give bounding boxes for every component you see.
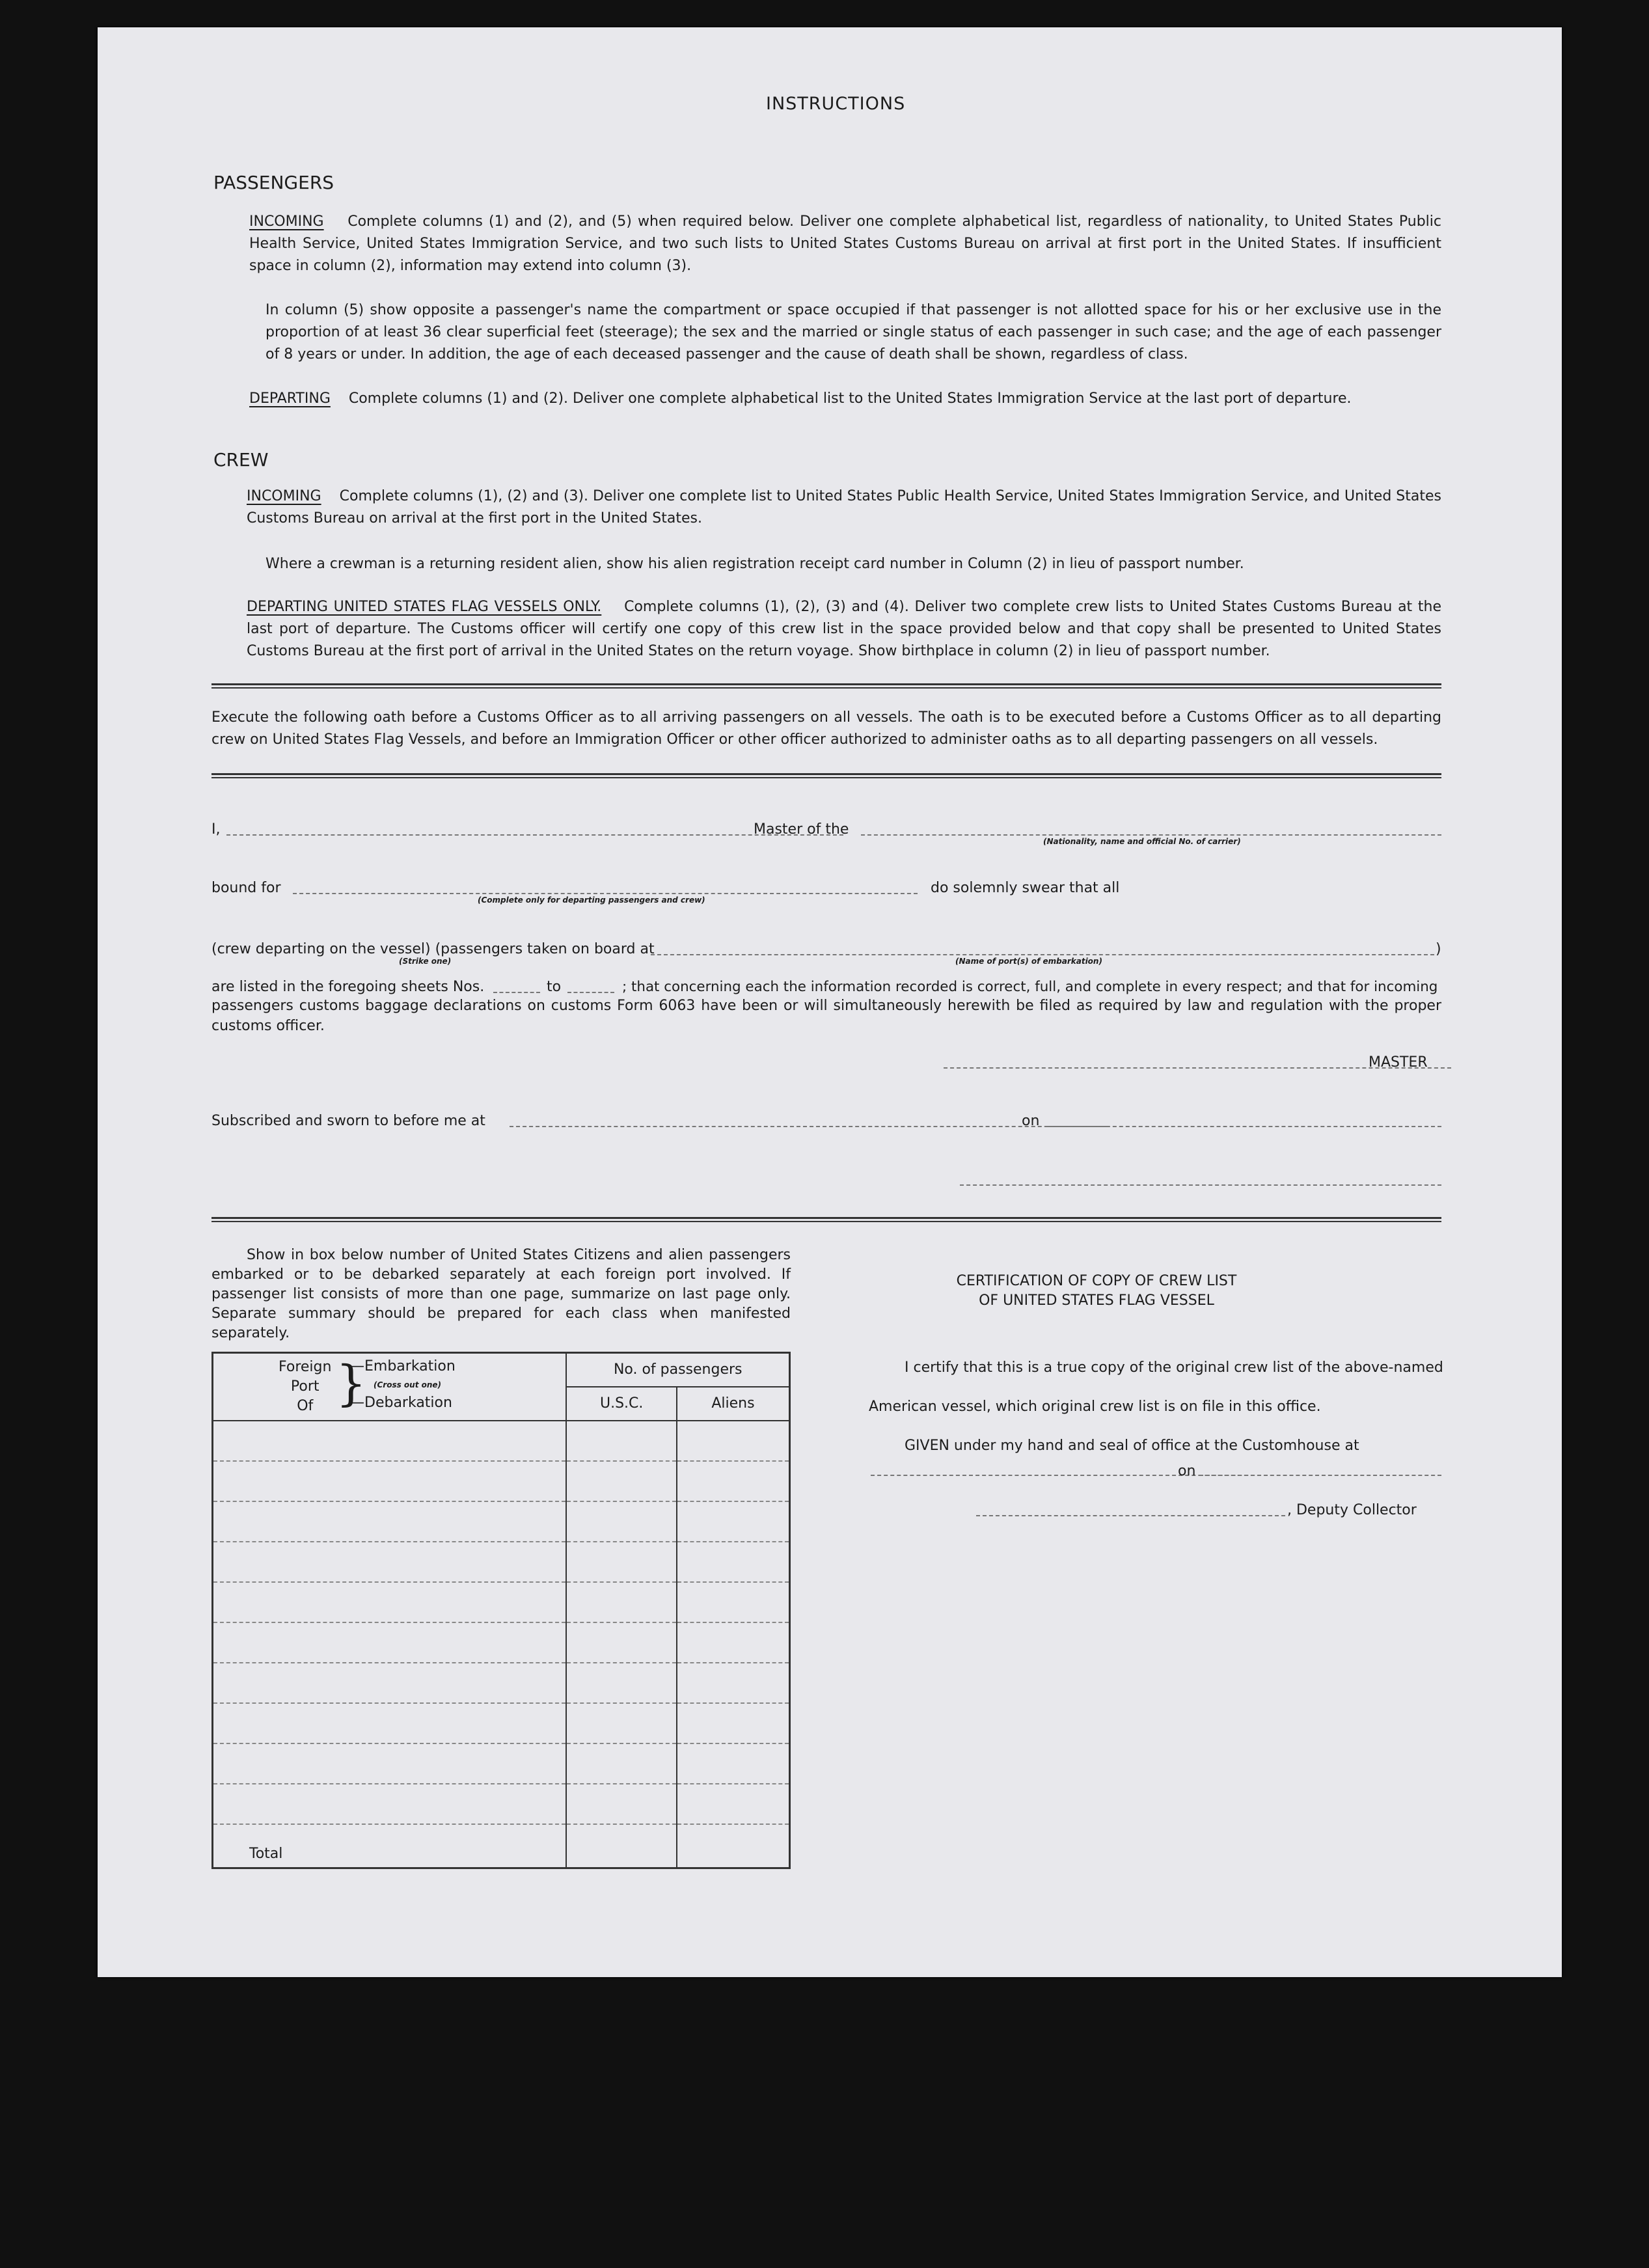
total-row[interactable]: [213, 1824, 790, 1868]
swear-label: do solemnly swear that all: [931, 880, 1120, 896]
oath-i-label: I,: [211, 821, 221, 838]
table-row[interactable]: [213, 1461, 790, 1501]
passengers-heading: PASSENGERS: [213, 172, 334, 193]
master-name-field[interactable]: [226, 834, 843, 836]
passengers-departing-text: Complete columns (1) and (2). Deliver one complete alphabetical list to the United States Immigration Service at the last port of departure.: [348, 390, 1352, 407]
divider: [211, 683, 1441, 689]
bound-note: (Complete only for departing passengers and crew): [478, 895, 705, 905]
certification-title: [895, 1272, 1298, 1311]
passengers-incoming-text: Complete columns (1) and (2), and (5) when required below. Deliver one complete alphabetical list, regardless of nationality, to United States Public Health Service, United States Immigration Service, and two such lists to United States Customs Bureau on arrival at first port in the United States. If insufficient space in column (2), information may extend into column (3).: [249, 213, 1441, 274]
officer-signature-field[interactable]: [960, 1184, 1441, 1186]
embarkation-port-field[interactable]: [651, 954, 1434, 955]
page-title: INSTRUCTIONS: [766, 94, 906, 114]
passenger-summary-table: [211, 1352, 791, 1869]
sworn-date-field[interactable]: [1048, 1126, 1441, 1127]
table-row[interactable]: [213, 1663, 790, 1703]
listed-line-a: are listed in the foregoing sheets Nos.: [211, 979, 485, 995]
master-label: MASTER: [1369, 1054, 1428, 1071]
bound-for-label: bound for: [211, 880, 281, 896]
sheet-to-field[interactable]: [567, 992, 614, 993]
crew-incoming-text: Complete columns (1), (2) and (3). Deliver one complete list to United States Public Health Service, United States Immigration Service, and United States Customs Bureau on arrival at the first port in the United States.: [247, 488, 1441, 526]
sworn-on-label: on: [1022, 1113, 1040, 1129]
passengers-departing-paragraph: [249, 388, 1441, 410]
table-row[interactable]: [213, 1743, 790, 1784]
passengers-incoming-paragraph: [249, 211, 1441, 277]
embarkation-label: —Embarkation: [350, 1358, 456, 1374]
sworn-place-field[interactable]: [510, 1126, 1107, 1127]
certify-line1: I certify that this is a true copy of the original crew list of the above-named: [905, 1359, 1443, 1376]
subscribed-label: Subscribed and sworn to before me at: [211, 1113, 485, 1129]
carrier-field[interactable]: [861, 834, 1441, 836]
crew-departing-option: (crew departing on the vessel) (passengers taken on board at: [211, 941, 655, 957]
usc-header: U.S.C.: [566, 1387, 677, 1421]
crew-incoming-paragraph: [247, 485, 1441, 530]
total-label: Total: [249, 1846, 283, 1862]
foreign-port-header: [213, 1353, 567, 1421]
table-row[interactable]: [213, 1501, 790, 1542]
master-of-the-label: Master of the: [754, 821, 849, 838]
brace-icon: }: [336, 1356, 367, 1412]
summary-instruction: Show in box below number of United States Citizens and alien passengers embarked or to be debarked separately at each foreign port involved. If passenger list consists of more than one page, summarize on last page only. Separate summary should be prepared for each class when manifested separately.: [211, 1247, 791, 1341]
aliens-header: Aliens: [677, 1387, 790, 1421]
no-of-passengers-header: No. of passengers: [566, 1353, 789, 1387]
table-row[interactable]: [213, 1622, 790, 1663]
table-row[interactable]: [213, 1542, 790, 1582]
crew-departing-label: DEPARTING UNITED STATES FLAG VESSELS ONLY.: [247, 599, 602, 615]
listed-to-label: to: [547, 979, 562, 995]
bound-for-field[interactable]: [293, 893, 918, 894]
certify-line3: GIVEN under my hand and seal of office at the Customhouse at: [905, 1438, 1359, 1454]
passengers-departing-label: DEPARTING: [249, 390, 331, 407]
column5-paragraph: In column (5) show opposite a passenger's name the compartment or space occupied if that passenger is not allotted space for his or her exclusive use in the proportion of at least 36 clear superficial feet (steerage); the sex and the married or single status of each passenger in such case; and the age of each passenger of 8 years or under. In addition, the age of each deceased passenger and the cause of death shall be shown, regardless of class.: [266, 302, 1441, 362]
port-note: (Name of port(s) of embarkation): [955, 957, 1102, 966]
certify-on-label: on: [1178, 1463, 1196, 1479]
passengers-incoming-label: INCOMING: [249, 213, 324, 230]
deputy-signature-field[interactable]: [976, 1515, 1285, 1516]
certify-date-field[interactable]: [1199, 1475, 1441, 1476]
sheet-from-field[interactable]: [493, 992, 540, 993]
divider: [211, 773, 1441, 778]
of-label: Of: [297, 1398, 314, 1414]
close-paren: ): [1436, 941, 1441, 957]
nationality-note: (Nationality, name and official No. of carrier): [1043, 837, 1241, 846]
table-row[interactable]: [213, 1784, 790, 1824]
crew-heading: CREW: [213, 449, 269, 471]
oath-instruction: Execute the following oath before a Customs Officer as to all arriving passengers on all vessels. The oath is to be executed before a Customs Officer as to all departing crew on United States Flag Vessels, and before an Immigration Officer or other officer authorized to administer oaths as to all departing passengers on all vessels.: [211, 709, 1441, 748]
form-sheet: [98, 27, 1562, 1977]
strike-one-note: (Strike one): [399, 957, 452, 966]
port-label: Port: [290, 1378, 320, 1395]
crew-departing-text: Complete columns (1), (2), (3) and (4). Deliver two complete crew lists to United States Customs Bureau at the last port of departure. The Customs officer will certify one copy of this crew list in the space provided below and that copy shall be presented to United States Customs Bureau at the first port of arrival in the United States on the return voyage. Show birthplace in column (2) in lieu of passport number.: [247, 599, 1441, 659]
debarkation-label: —Debarkation: [350, 1395, 452, 1411]
certification-title-line1: CERTIFICATION OF COPY OF CREW LIST: [956, 1273, 1237, 1289]
crew-incoming-label: INCOMING: [247, 488, 321, 504]
crew-alien-paragraph: Where a crewman is a returning resident alien, show his alien registration receipt card number in Column (2) in lieu of passport number.: [266, 556, 1244, 572]
cross-out-note: (Cross out one): [374, 1380, 442, 1389]
table-row[interactable]: [213, 1421, 790, 1461]
table-row[interactable]: [213, 1582, 790, 1622]
foreign-label: Foreign: [279, 1359, 332, 1375]
deputy-collector-label: , Deputy Collector: [1287, 1502, 1417, 1518]
listed-line-rest: passengers customs baggage declarations on customs Form 6063 have been or will simultaneously herewith be filed as required by law and regulation with the proper customs officer.: [211, 998, 1441, 1034]
certify-line2: American vessel, which original crew list is on file in this office.: [869, 1399, 1321, 1415]
table-row[interactable]: [213, 1703, 790, 1743]
listed-line-b: ; that concerning each the information recorded is correct, full, and complete in every respect; and that for incoming: [622, 979, 1438, 995]
crew-departing-paragraph: [247, 596, 1441, 663]
divider: [211, 1217, 1441, 1222]
certification-title-line2: OF UNITED STATES FLAG VESSEL: [979, 1292, 1214, 1309]
